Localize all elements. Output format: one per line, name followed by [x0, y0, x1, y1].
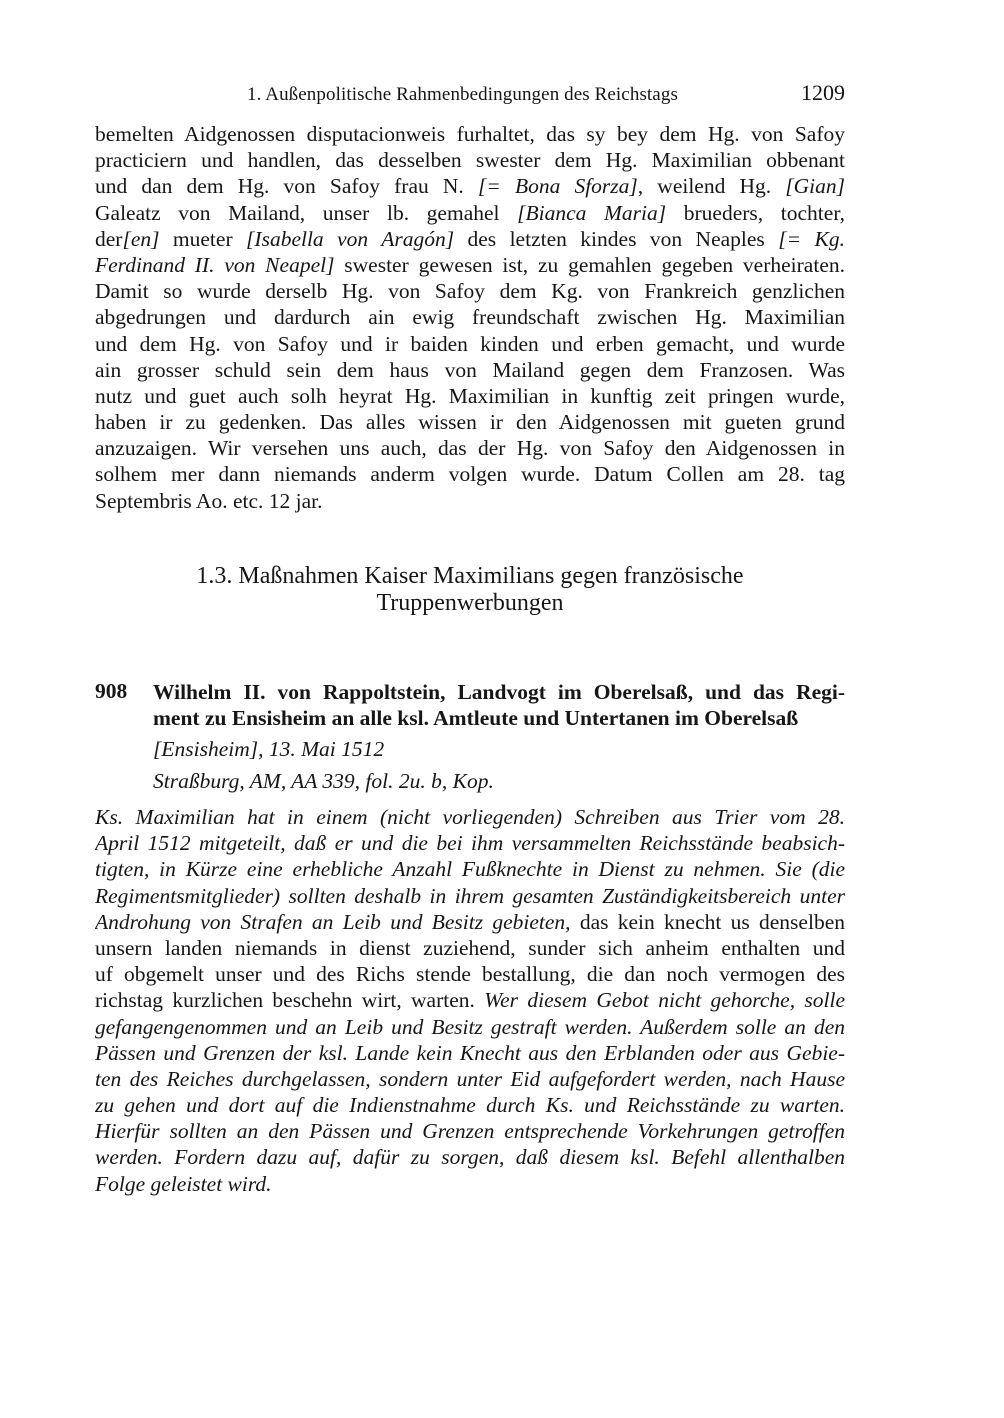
- text-line: [95, 1171, 845, 1197]
- text-segment: anzuzaigen. Wir versehen uns auch, das der Hg. von Safoy den Aidgenossen in: [95, 436, 845, 461]
- italic-text-segment: [Gian]: [785, 174, 845, 199]
- text-segment: practiciern und handlen, das desselben swester dem Hg. Maximilian obbenant: [95, 148, 845, 173]
- italic-text-segment: ten des Reiches durchgelassen, sondern unter Eid aufgefordert werden, nach Hause: [95, 1066, 845, 1091]
- letter-continuation-text: [95, 121, 845, 514]
- text-line: [95, 226, 845, 252]
- text-segment: mueter: [159, 226, 247, 251]
- text-line: [95, 1118, 845, 1144]
- text-line: [95, 331, 845, 357]
- text-line: [95, 1144, 845, 1170]
- text-line: [95, 961, 845, 987]
- text-line: [95, 1092, 845, 1118]
- italic-text-segment: [Isabella von Aragón]: [246, 226, 455, 251]
- text-line: [95, 909, 845, 935]
- document-summary-text: [95, 804, 845, 1197]
- text-line: [95, 173, 845, 199]
- text-line: [95, 1014, 845, 1040]
- italic-text-segment: Androhung von Strafen an Leib und Besitz gebieten,: [95, 909, 571, 934]
- italic-text-segment: gefangengenommen und an Leib und Besitz gestraft werden. Außerdem solle an den: [95, 1014, 845, 1039]
- text-segment: Galeatz von Mailand, unser lb. gemahel: [95, 200, 518, 225]
- page-number: 1209: [801, 80, 845, 105]
- italic-text-segment: [= Kg.: [778, 226, 845, 251]
- text-line: [95, 804, 845, 830]
- document-date: [Ensisheim], 13. Mai 1512: [153, 737, 385, 761]
- text-line: [95, 304, 845, 330]
- text-segment: brueders, tochter,: [666, 200, 845, 225]
- text-line: [95, 357, 845, 383]
- italic-text-segment: Pässen und Grenzen der ksl. Lande kein Knecht aus den Erblanden oder aus Gebie-: [95, 1040, 845, 1065]
- running-head-title: 1. Außenpolitische Rahmenbedingungen des Reichstags: [247, 84, 678, 105]
- text-line: [95, 147, 845, 173]
- text-line: [95, 435, 845, 461]
- text-line: [95, 252, 845, 278]
- document-title-line: Wilhelm II. von Rappoltstein, Landvogt im Oberelsaß, und das Regi-: [153, 680, 845, 704]
- italic-text-segment: Ferdinand II. von Neapel]: [95, 252, 335, 277]
- text-line: [95, 383, 845, 409]
- section-heading-line: 1.3. Maßnahmen Kaiser Maximilians gegen französische: [196, 563, 744, 589]
- italic-text-segment: [en]: [122, 226, 160, 251]
- text-line: [95, 409, 845, 435]
- section-heading: [95, 563, 845, 617]
- document-title: [153, 679, 845, 731]
- text-segment: abgedrungen und dardurch ain ewig freundschaft zwischen Hg. Maximilian: [95, 305, 845, 330]
- italic-text-segment: tigten, in Kürze eine erhebliche Anzahl Fußknechte in Dienst zu nehmen. Sie (die: [95, 857, 845, 882]
- italic-text-segment: werden. Fordern dazu auf, dafür zu sorgen, daß diesem ksl. Befehl allenthalben: [95, 1145, 845, 1170]
- text-segment: Damit so wurde derselb Hg. von Safoy dem Kg. von Frankreich genzlichen: [95, 279, 845, 304]
- text-line: [95, 935, 845, 961]
- text-segment: uf obgemelt unser und des Richs stende bestallung, die dan noch vermogen des: [95, 962, 845, 987]
- italic-text-segment: [Bianca Maria]: [517, 200, 667, 225]
- text-line: [95, 461, 845, 487]
- text-segment: und dem Hg. von Safoy und ir baiden kinden und erben gemacht, und wurde: [95, 331, 845, 356]
- text-segment: richstag kurzlichen beschehn wirt, warten.: [95, 988, 485, 1013]
- text-line: [95, 830, 845, 856]
- document-number: 908: [95, 679, 128, 703]
- text-line: [95, 856, 845, 882]
- italic-text-segment: zu gehen und dort auf die Indienstnahme durch Ks. und Reichsstände zu warten.: [95, 1093, 845, 1118]
- italic-text-segment: Folge geleistet wird.: [95, 1171, 272, 1196]
- text-line: [95, 987, 845, 1013]
- italic-text-segment: Regimentsmitglieder) sollten deshalb in ihrem gesamten Zuständigkeitsbereich unter: [95, 883, 845, 908]
- text-line: [95, 883, 845, 909]
- text-segment: haben ir zu gedenken. Das alles wissen ir den Aidgenossen mit gueten grund: [95, 410, 845, 435]
- text-segment: der: [95, 226, 123, 251]
- text-segment: unsern landen niemands in dienst zuziehend, sunder sich anheim enthalten und: [95, 935, 845, 960]
- running-head: [95, 80, 845, 110]
- text-segment: , weilend Hg.: [637, 174, 786, 199]
- text-segment: und dan dem Hg. von Safoy frau N.: [95, 174, 478, 199]
- italic-text-segment: Hierfür sollten an den Pässen und Grenzen entsprechende Vorkehrungen getroffen: [95, 1119, 845, 1144]
- text-segment: bemelten Aidgenossen disputacionweis furhaltet, das sy bey dem Hg. von Safoy: [95, 122, 845, 146]
- italic-text-segment: Ks. Maximilian hat in einem (nicht vorliegenden) Schreiben aus Trier vom 28.: [95, 805, 845, 829]
- italic-text-segment: Wer diesem Gebot nicht gehorche, solle: [484, 988, 845, 1013]
- text-segment: nutz und guet auch solh heyrat Hg. Maximilian in kunftig zeit pringen wurde,: [95, 383, 845, 408]
- text-line: [95, 1066, 845, 1092]
- italic-text-segment: April 1512 mitgeteilt, daß er und die bei ihm versammelten Reichsstände beabsich-: [95, 831, 845, 856]
- text-segment: swester gewesen ist, zu gemahlen gegeben verheiraten.: [334, 252, 845, 277]
- italic-text-segment: [= Bona Sforza]: [477, 174, 638, 199]
- text-line: [95, 1040, 845, 1066]
- text-line: [95, 488, 845, 514]
- document-source: Straßburg, AM, AA 339, fol. 2u. b, Kop.: [153, 769, 494, 793]
- section-heading-line: Truppenwerbungen: [376, 590, 564, 616]
- text-segment: solhem mer dann niemands anderm volgen wurde. Datum Collen am 28. tag: [95, 462, 845, 487]
- text-segment: das kein knecht us denselben: [570, 909, 845, 934]
- text-line: [95, 200, 845, 226]
- text-line: [95, 278, 845, 304]
- text-segment: des letzten kindes von Neaples: [454, 226, 779, 251]
- text-segment: Septembris Ao. etc. 12 jar.: [95, 488, 323, 513]
- text-segment: ain grosser schuld sein dem haus von Mailand gegen dem Franzosen. Was: [95, 357, 845, 382]
- document-title-line: ment zu Ensisheim an alle ksl. Amtleute und Untertanen im Oberelsaß: [153, 706, 799, 731]
- text-line: [95, 121, 845, 147]
